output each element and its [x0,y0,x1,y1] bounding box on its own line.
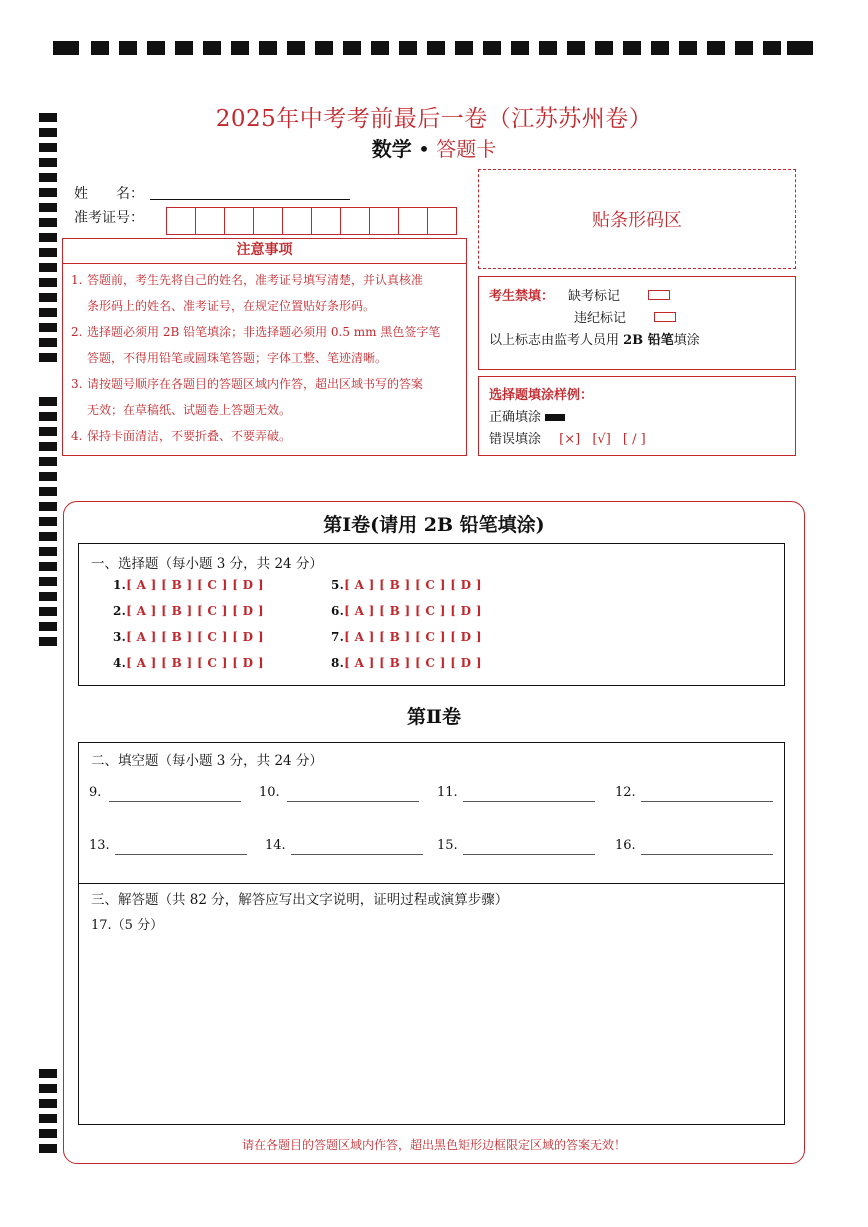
timing-mark [175,41,193,55]
timing-mark [203,41,221,55]
card-type-label: 答题卡 [436,137,497,161]
separator-dot: • [418,137,430,161]
part2-title: 第Ⅱ卷 [406,706,461,728]
mc-question-3[interactable] [113,630,264,644]
exam-id-digit-box[interactable] [224,207,254,235]
timing-mark [39,173,57,182]
timing-mark [39,1114,57,1123]
exam-id-digit-box[interactable] [253,207,283,235]
timing-mark [39,218,57,227]
exam-title: 2025年中考考前最后一卷（江苏苏州卷） [215,106,653,132]
timing-mark [39,457,57,466]
blank-number: 16. [615,838,636,853]
timing-mark [259,41,277,55]
fill-section-title: 二、填空题（每小题 3 分，共 24 分） [91,753,323,769]
mc-options[interactable]: [ A ] [ B ] [ C ] [ D ] [126,630,264,644]
mc-question-number: 2. [113,604,127,618]
timing-mark [623,41,641,55]
notice-item-number: 1. [71,273,83,287]
exam-id-boxes[interactable] [166,207,456,235]
blank-12 [615,785,636,800]
mc-options[interactable]: [ A ] [ B ] [ C ] [ D ] [126,656,264,670]
timing-mark [483,41,501,55]
notice-item [71,371,458,423]
subject-label: 数学 [371,137,412,161]
exam-id-digit-box[interactable] [166,207,196,235]
timing-mark [39,562,57,571]
mc-question-8[interactable] [331,656,482,670]
blank-number: 15. [437,838,458,853]
timing-mark [427,41,445,55]
timing-mark [39,293,57,302]
prohibited-label: 考生禁填： [489,289,555,304]
timing-mark [39,323,57,332]
notice-item-line: 无效；在草稿纸、试题卷上答题无效。 [87,403,292,417]
timing-mark [39,412,57,421]
answer-line[interactable] [463,854,595,855]
timing-mark [567,41,585,55]
footer-warning: 请在各题目的答题区域内作答，超出黑色矩形边框限定区域的答案无效！ [241,1138,626,1152]
timing-mark [735,41,753,55]
solution-box[interactable] [78,883,785,1125]
answer-line[interactable] [641,801,773,802]
multiple-choice-box [78,543,785,686]
wrong-mark-check: [√] [592,432,611,447]
mc-options[interactable]: [ A ] [ B ] [ C ] [ D ] [126,578,264,592]
mc-question-number: 6. [331,604,345,618]
mc-options[interactable]: [ A ] [ B ] [ C ] [ D ] [344,656,482,670]
mc-question-2[interactable] [113,604,264,618]
note-text-after: 填涂 [673,333,700,348]
timing-mark [315,41,333,55]
notice-item-line: 保持卡面清洁，不要折叠、不要弄破。 [87,429,292,443]
exam-id-digit-box[interactable] [195,207,225,235]
blank-16 [615,838,636,853]
timing-mark [39,637,57,646]
timing-mark [39,577,57,586]
timing-mark [511,41,529,55]
violation-mark-box[interactable] [654,312,676,322]
notice-list [62,263,467,456]
correct-fill-example [545,414,565,421]
correct-fill-label: 正确填涂 [489,410,542,425]
timing-mark [39,397,57,406]
top-timing-marks [53,41,815,55]
notice-item-number: 4. [71,429,83,443]
fill-in-box [78,742,785,884]
timing-mark [53,41,79,55]
blank-14 [265,838,286,853]
violation-mark-label: 违纪标记 [574,311,627,326]
fill-sample-panel [478,376,796,456]
timing-mark [399,41,417,55]
timing-mark [787,41,813,55]
notice-item-line: 条形码上的姓名、准考证号，在规定位置贴好条形码。 [87,299,376,313]
wrong-mark-cross: [×] [559,432,581,447]
prohibited-note [489,329,785,348]
blank-15 [437,838,458,853]
notice-item-number: 3. [71,377,83,391]
answer-line[interactable] [115,854,247,855]
timing-mark [39,353,57,362]
mc-question-7[interactable] [331,630,482,644]
timing-mark [455,41,473,55]
blank-number: 10. [259,785,280,800]
blank-number: 9. [89,785,102,800]
blank-10 [259,785,280,800]
timing-mark [39,263,57,272]
timing-mark [39,278,57,287]
exam-id-digit-box[interactable] [427,207,457,235]
notice-item-number: 2. [71,325,83,339]
wrong-mark-slash: [ / ] [622,432,646,447]
note-text-before: 以上标志由监考人员用 [489,333,624,348]
note-text-bold: 2B 铅笔 [623,333,674,348]
timing-mark [39,607,57,616]
exam-id-digit-box[interactable] [398,207,428,235]
notice-item [71,267,458,319]
mc-question-number: 4. [113,656,127,670]
timing-mark [39,1084,57,1093]
exam-id-digit-box[interactable] [369,207,399,235]
timing-mark [707,41,725,55]
mc-options[interactable]: [ A ] [ B ] [ C ] [ D ] [344,604,482,618]
blank-number: 13. [89,838,110,853]
barcode-area: 贴条形码区 [478,169,796,269]
answer-line[interactable] [463,801,595,802]
timing-mark [39,547,57,556]
solve-section-title: 三、解答题（共 82 分，解答应写出文字说明，证明过程或演算步骤） [91,892,509,908]
mc-question-6[interactable] [331,604,482,618]
timing-mark [39,308,57,317]
timing-mark [39,203,57,212]
notice-item [71,319,458,371]
blank-11 [437,785,458,800]
wrong-fill-label: 错误填涂 [489,432,542,447]
mc-options[interactable]: [ A ] [ B ] [ C ] [ D ] [126,604,264,618]
notice-item-line: 请按题号顺序在各题目的答题区域内作答，超出区域书写的答案 [87,377,424,391]
card-subtitle [0,133,868,162]
mc-question-number: 7. [331,630,345,644]
answer-line[interactable] [641,854,773,855]
timing-mark [39,188,57,197]
sample-label: 选择题填涂样例： [489,388,594,403]
blank-13 [89,838,110,853]
timing-mark [651,41,669,55]
answer-line[interactable] [291,854,423,855]
blank-number: 14. [265,838,286,853]
timing-mark [39,248,57,257]
mc-section-title: 一、选择题（每小题 3 分，共 24 分） [91,556,323,572]
absent-mark-label: 缺考标记 [568,289,621,304]
timing-mark [39,1099,57,1108]
timing-mark [539,41,557,55]
timing-mark [39,592,57,601]
mc-question-1[interactable] [113,578,264,592]
timing-mark [595,41,613,55]
mc-options[interactable]: [ A ] [ B ] [ C ] [ D ] [344,578,482,592]
notice-item-line: 选择题必须用 2B 铅笔填涂；非选择题必须用 0.5 mm 黑色签字笔 [87,325,441,339]
timing-mark [371,41,389,55]
timing-mark [39,338,57,347]
answer-line[interactable] [109,801,241,802]
timing-mark [343,41,361,55]
answer-line[interactable] [287,801,419,802]
exam-id-label: 准考证号： [74,210,144,226]
mc-question-5[interactable] [331,578,482,592]
timing-mark [231,41,249,55]
timing-mark [39,442,57,451]
exam-id-digit-box[interactable] [282,207,312,235]
blank-number: 11. [437,785,458,800]
timing-mark [39,427,57,436]
timing-mark [679,41,697,55]
name-label: 姓 名： [74,186,144,202]
exam-id-digit-box[interactable] [311,207,341,235]
notice-item-line: 答题，不得用铅笔或圆珠笔答题；字体工整、笔迹清晰。 [87,351,388,365]
timing-mark [91,41,109,55]
blank-number: 12. [615,785,636,800]
timing-mark [39,233,57,242]
mc-options[interactable]: [ A ] [ B ] [ C ] [ D ] [344,630,482,644]
timing-mark [287,41,305,55]
timing-mark [763,41,781,55]
notice-item [71,423,458,449]
notice-heading: 注意事项 [62,238,467,264]
question-17-label: 17.（5 分） [91,918,164,933]
timing-mark [119,41,137,55]
mc-question-number: 3. [113,630,127,644]
prohibited-fill-panel [478,276,796,370]
absent-mark-box[interactable] [648,290,670,300]
mc-question-number: 1. [113,578,127,592]
timing-mark [39,472,57,481]
part1-title: 第Ⅰ卷(请用 2B 铅笔填涂) [323,514,545,536]
name-field[interactable] [150,199,350,200]
exam-id-digit-box[interactable] [340,207,370,235]
mc-question-number: 5. [331,578,345,592]
mc-question-4[interactable] [113,656,264,670]
timing-mark [39,622,57,631]
mc-question-number: 8. [331,656,345,670]
notice-item-line: 答题前，考生先将自己的姓名，准考证号填写清楚，并认真核准 [87,273,424,287]
blank-9 [89,785,101,800]
timing-mark [39,487,57,496]
timing-mark [39,1069,57,1078]
timing-mark [147,41,165,55]
